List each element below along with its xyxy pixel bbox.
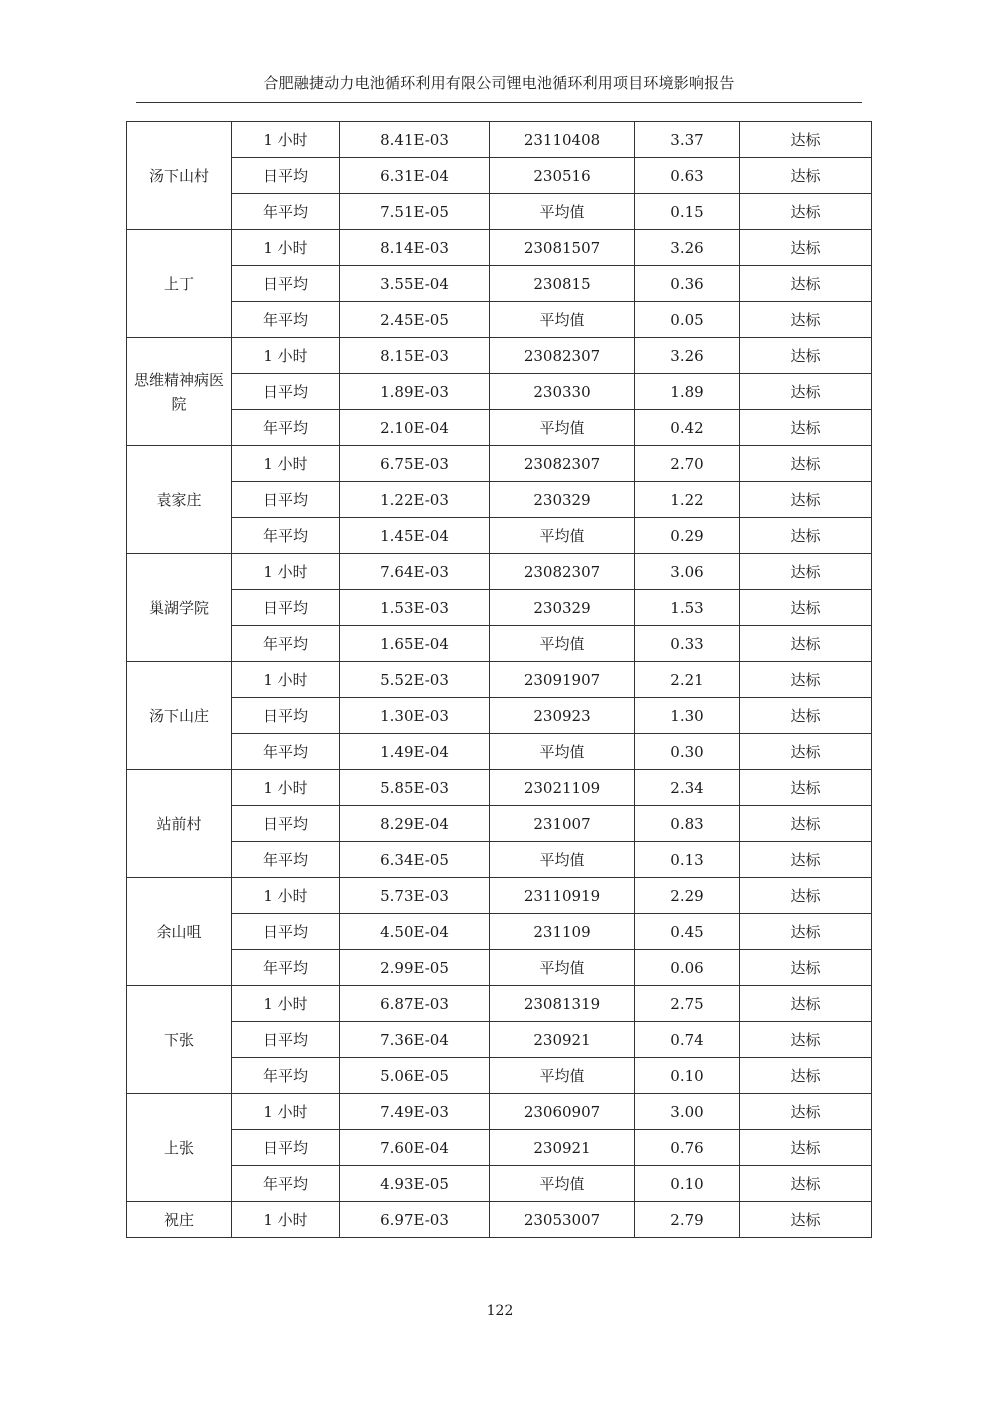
occurrence-time-cell: 平均值 [490, 842, 635, 878]
averaging-period-cell: 年平均 [232, 950, 340, 986]
ratio-cell: 0.15 [635, 194, 740, 230]
concentration-cell: 5.06E-05 [340, 1058, 490, 1094]
table-row [127, 698, 872, 734]
ratio-cell: 0.30 [635, 734, 740, 770]
concentration-cell: 7.60E-04 [340, 1130, 490, 1166]
compliance-status-cell: 达标 [740, 950, 872, 986]
ratio-cell: 2.34 [635, 770, 740, 806]
averaging-period-cell: 1 小时 [232, 770, 340, 806]
occurrence-time-cell: 平均值 [490, 518, 635, 554]
averaging-period-cell: 1 小时 [232, 662, 340, 698]
concentration-cell: 1.89E-03 [340, 374, 490, 410]
ratio-cell: 3.26 [635, 338, 740, 374]
table-row [127, 266, 872, 302]
ratio-cell: 2.70 [635, 446, 740, 482]
table-row [127, 590, 872, 626]
table-row [127, 194, 872, 230]
compliance-status-cell: 达标 [740, 626, 872, 662]
table-row [127, 950, 872, 986]
occurrence-time-cell: 23082307 [490, 338, 635, 374]
ratio-cell: 0.10 [635, 1166, 740, 1202]
table-row [127, 1058, 872, 1094]
running-header: 合肥融捷动力电池循环利用有限公司锂电池循环利用项目环境影响报告 [263, 74, 735, 92]
averaging-period-cell: 日平均 [232, 266, 340, 302]
table-row [127, 338, 872, 374]
compliance-status-cell: 达标 [740, 1022, 872, 1058]
site-name-cell: 思维精神病医院 [127, 338, 232, 446]
concentration-cell: 2.10E-04 [340, 410, 490, 446]
compliance-status-cell: 达标 [740, 770, 872, 806]
averaging-period-cell: 日平均 [232, 698, 340, 734]
ratio-cell: 0.63 [635, 158, 740, 194]
site-name-cell: 巢湖学院 [127, 554, 232, 662]
occurrence-time-cell: 平均值 [490, 194, 635, 230]
compliance-status-cell: 达标 [740, 338, 872, 374]
occurrence-time-cell: 平均值 [490, 410, 635, 446]
header-rule [136, 102, 862, 103]
occurrence-time-cell: 平均值 [490, 950, 635, 986]
table-row [127, 806, 872, 842]
occurrence-time-cell: 平均值 [490, 734, 635, 770]
compliance-status-cell: 达标 [740, 806, 872, 842]
concentration-cell: 7.36E-04 [340, 1022, 490, 1058]
compliance-status-cell: 达标 [740, 698, 872, 734]
occurrence-time-cell: 23053007 [490, 1202, 635, 1238]
concentration-cell: 1.22E-03 [340, 482, 490, 518]
concentration-cell: 2.99E-05 [340, 950, 490, 986]
concentration-cell: 4.93E-05 [340, 1166, 490, 1202]
ratio-cell: 0.83 [635, 806, 740, 842]
ratio-cell: 0.76 [635, 1130, 740, 1166]
table-row [127, 914, 872, 950]
site-name-cell: 祝庄 [127, 1202, 232, 1238]
occurrence-time-cell: 230921 [490, 1022, 635, 1058]
table-row [127, 518, 872, 554]
concentration-cell: 6.87E-03 [340, 986, 490, 1022]
table-row [127, 1022, 872, 1058]
averaging-period-cell: 日平均 [232, 806, 340, 842]
ratio-cell: 0.10 [635, 1058, 740, 1094]
table-row [127, 122, 872, 158]
compliance-status-cell: 达标 [740, 410, 872, 446]
compliance-status-cell: 达标 [740, 230, 872, 266]
averaging-period-cell: 1 小时 [232, 122, 340, 158]
table-row [127, 446, 872, 482]
ratio-cell: 1.30 [635, 698, 740, 734]
ratio-cell: 0.36 [635, 266, 740, 302]
averaging-period-cell: 年平均 [232, 518, 340, 554]
ratio-cell: 0.06 [635, 950, 740, 986]
occurrence-time-cell: 平均值 [490, 1166, 635, 1202]
occurrence-time-cell: 230921 [490, 1130, 635, 1166]
occurrence-time-cell: 23082307 [490, 446, 635, 482]
concentration-cell: 1.30E-03 [340, 698, 490, 734]
averaging-period-cell: 1 小时 [232, 446, 340, 482]
table-row [127, 1130, 872, 1166]
occurrence-time-cell: 230815 [490, 266, 635, 302]
site-name-cell: 汤下山庄 [127, 662, 232, 770]
occurrence-time-cell: 23082307 [490, 554, 635, 590]
site-name-cell: 上丁 [127, 230, 232, 338]
table-row [127, 554, 872, 590]
site-name-cell: 站前村 [127, 770, 232, 878]
compliance-status-cell: 达标 [740, 374, 872, 410]
compliance-status-cell: 达标 [740, 734, 872, 770]
ratio-cell: 1.53 [635, 590, 740, 626]
table-row [127, 158, 872, 194]
occurrence-time-cell: 230923 [490, 698, 635, 734]
ratio-cell: 0.33 [635, 626, 740, 662]
occurrence-time-cell: 23081319 [490, 986, 635, 1022]
compliance-status-cell: 达标 [740, 122, 872, 158]
occurrence-time-cell: 230329 [490, 590, 635, 626]
occurrence-time-cell: 23060907 [490, 1094, 635, 1130]
concentration-cell: 8.15E-03 [340, 338, 490, 374]
compliance-status-cell: 达标 [740, 518, 872, 554]
ratio-cell: 3.06 [635, 554, 740, 590]
averaging-period-cell: 日平均 [232, 482, 340, 518]
occurrence-time-cell: 231007 [490, 806, 635, 842]
averaging-period-cell: 1 小时 [232, 986, 340, 1022]
concentration-cell: 1.45E-04 [340, 518, 490, 554]
occurrence-time-cell: 平均值 [490, 302, 635, 338]
site-name-cell: 余山咀 [127, 878, 232, 986]
ratio-cell: 0.05 [635, 302, 740, 338]
averaging-period-cell: 1 小时 [232, 554, 340, 590]
compliance-status-cell: 达标 [740, 1058, 872, 1094]
table-row [127, 986, 872, 1022]
ratio-cell: 0.13 [635, 842, 740, 878]
ratio-cell: 2.75 [635, 986, 740, 1022]
page-number: 122 [486, 1303, 514, 1319]
concentration-cell: 7.51E-05 [340, 194, 490, 230]
table-row [127, 302, 872, 338]
averaging-period-cell: 年平均 [232, 1058, 340, 1094]
averaging-period-cell: 年平均 [232, 1166, 340, 1202]
averaging-period-cell: 日平均 [232, 374, 340, 410]
concentration-cell: 8.14E-03 [340, 230, 490, 266]
compliance-status-cell: 达标 [740, 1130, 872, 1166]
concentration-cell: 5.52E-03 [340, 662, 490, 698]
compliance-status-cell: 达标 [740, 1166, 872, 1202]
concentration-cell: 3.55E-04 [340, 266, 490, 302]
ratio-cell: 2.29 [635, 878, 740, 914]
concentration-cell: 6.31E-04 [340, 158, 490, 194]
compliance-status-cell: 达标 [740, 302, 872, 338]
compliance-status-cell: 达标 [740, 986, 872, 1022]
occurrence-time-cell: 23091907 [490, 662, 635, 698]
occurrence-time-cell: 230330 [490, 374, 635, 410]
ratio-cell: 0.74 [635, 1022, 740, 1058]
averaging-period-cell: 日平均 [232, 1022, 340, 1058]
averaging-period-cell: 1 小时 [232, 338, 340, 374]
concentration-cell: 2.45E-05 [340, 302, 490, 338]
occurrence-time-cell: 231109 [490, 914, 635, 950]
compliance-status-cell: 达标 [740, 158, 872, 194]
site-name-cell: 上张 [127, 1094, 232, 1202]
compliance-status-cell: 达标 [740, 914, 872, 950]
concentration-cell: 6.34E-05 [340, 842, 490, 878]
table-row [127, 1202, 872, 1238]
concentration-cell: 1.65E-04 [340, 626, 490, 662]
averaging-period-cell: 1 小时 [232, 1094, 340, 1130]
concentration-cell: 6.97E-03 [340, 1202, 490, 1238]
ratio-cell: 0.42 [635, 410, 740, 446]
compliance-status-cell: 达标 [740, 446, 872, 482]
table-row [127, 230, 872, 266]
table-row [127, 662, 872, 698]
averaging-period-cell: 1 小时 [232, 878, 340, 914]
averaging-period-cell: 日平均 [232, 914, 340, 950]
averaging-period-cell: 年平均 [232, 734, 340, 770]
occurrence-time-cell: 平均值 [490, 626, 635, 662]
averaging-period-cell: 日平均 [232, 1130, 340, 1166]
site-name-cell: 汤下山村 [127, 122, 232, 230]
occurrence-time-cell: 230516 [490, 158, 635, 194]
table-body [127, 122, 872, 1238]
compliance-status-cell: 达标 [740, 878, 872, 914]
occurrence-time-cell: 23110919 [490, 878, 635, 914]
ratio-cell: 3.26 [635, 230, 740, 266]
averaging-period-cell: 年平均 [232, 626, 340, 662]
concentration-cell: 6.75E-03 [340, 446, 490, 482]
averaging-period-cell: 日平均 [232, 590, 340, 626]
table-row [127, 878, 872, 914]
concentration-cell: 7.49E-03 [340, 1094, 490, 1130]
compliance-status-cell: 达标 [740, 662, 872, 698]
compliance-status-cell: 达标 [740, 194, 872, 230]
ratio-cell: 0.29 [635, 518, 740, 554]
table-row [127, 734, 872, 770]
table-row [127, 374, 872, 410]
table-row [127, 482, 872, 518]
concentration-cell: 5.73E-03 [340, 878, 490, 914]
ratio-cell: 3.37 [635, 122, 740, 158]
averaging-period-cell: 年平均 [232, 194, 340, 230]
site-name-cell: 袁家庄 [127, 446, 232, 554]
table-row [127, 770, 872, 806]
compliance-status-cell: 达标 [740, 590, 872, 626]
concentration-cell: 1.53E-03 [340, 590, 490, 626]
concentration-cell: 1.49E-04 [340, 734, 490, 770]
ratio-cell: 1.22 [635, 482, 740, 518]
averaging-period-cell: 日平均 [232, 158, 340, 194]
concentration-cell: 8.29E-04 [340, 806, 490, 842]
concentration-cell: 8.41E-03 [340, 122, 490, 158]
averaging-period-cell: 年平均 [232, 410, 340, 446]
compliance-status-cell: 达标 [740, 482, 872, 518]
occurrence-time-cell: 230329 [490, 482, 635, 518]
averaging-period-cell: 1 小时 [232, 230, 340, 266]
averaging-period-cell: 1 小时 [232, 1202, 340, 1238]
averaging-period-cell: 年平均 [232, 842, 340, 878]
occurrence-time-cell: 23021109 [490, 770, 635, 806]
concentration-cell: 4.50E-04 [340, 914, 490, 950]
concentration-cell: 7.64E-03 [340, 554, 490, 590]
table-row [127, 1166, 872, 1202]
compliance-status-cell: 达标 [740, 842, 872, 878]
site-name-cell: 下张 [127, 986, 232, 1094]
compliance-status-cell: 达标 [740, 1202, 872, 1238]
concentration-cell: 5.85E-03 [340, 770, 490, 806]
concentration-table [126, 121, 872, 1238]
ratio-cell: 2.21 [635, 662, 740, 698]
occurrence-time-cell: 23110408 [490, 122, 635, 158]
table-row [127, 626, 872, 662]
ratio-cell: 0.45 [635, 914, 740, 950]
ratio-cell: 3.00 [635, 1094, 740, 1130]
ratio-cell: 2.79 [635, 1202, 740, 1238]
compliance-status-cell: 达标 [740, 554, 872, 590]
averaging-period-cell: 年平均 [232, 302, 340, 338]
occurrence-time-cell: 23081507 [490, 230, 635, 266]
table-row [127, 1094, 872, 1130]
table-row [127, 842, 872, 878]
table-row [127, 410, 872, 446]
compliance-status-cell: 达标 [740, 266, 872, 302]
occurrence-time-cell: 平均值 [490, 1058, 635, 1094]
ratio-cell: 1.89 [635, 374, 740, 410]
compliance-status-cell: 达标 [740, 1094, 872, 1130]
